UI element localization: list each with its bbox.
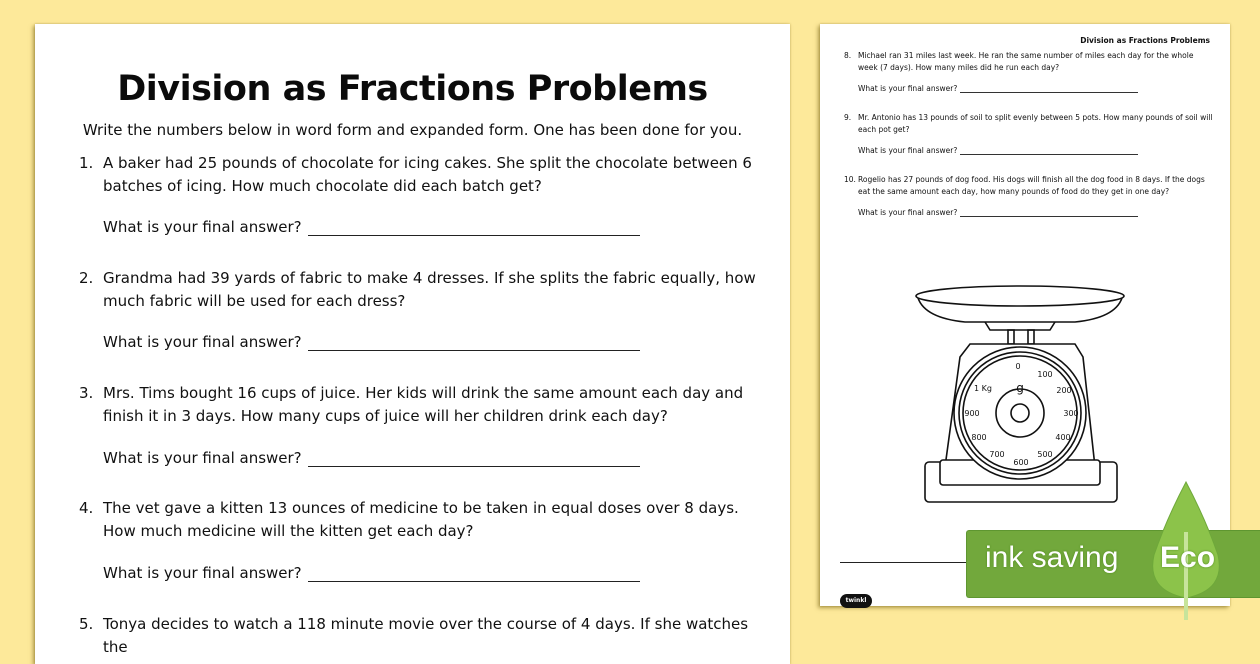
answer-prompt: What is your final answer? [858, 84, 958, 93]
eco-label: Eco [1160, 541, 1216, 574]
question-4 [79, 497, 769, 543]
answer-row-1 [103, 218, 640, 236]
answer-row-4 [103, 564, 640, 582]
question-text: The vet gave a kitten 13 ounces of medicine to be taken in equal doses over 8 days. How much medicine will the kitten get each day? [103, 499, 739, 540]
question-3 [79, 382, 769, 428]
answer-row-3 [103, 449, 640, 467]
question-9 [844, 112, 1214, 136]
svg-text:700: 700 [989, 450, 1005, 459]
answer-line[interactable] [960, 146, 1138, 155]
question-number: 9. [844, 113, 852, 122]
answer-prompt: What is your final answer? [103, 564, 302, 582]
worksheet-page-1 [35, 24, 790, 664]
question-8 [844, 50, 1214, 74]
answer-line[interactable] [308, 567, 640, 582]
question-text: Rogelio has 27 pounds of dog food. His dogs will finish all the dog food in 8 days. If the dogs eat the same amount each day, how many pounds of food do they get in one day? [858, 175, 1205, 196]
footer-divider [840, 562, 980, 563]
svg-text:1 Kg: 1 Kg [974, 384, 992, 393]
question-text: Mrs. Tims bought 16 cups of juice. Her kids will drink the same amount each day and finish it in 3 days. How many cups of juice will her children drink each day? [103, 384, 744, 425]
answer-prompt: What is your final answer? [103, 218, 302, 236]
question-5 [79, 613, 769, 659]
ink-saving-text: ink saving [985, 541, 1119, 574]
twinkl-logo: twinkl [840, 594, 872, 608]
question-1 [79, 152, 769, 198]
answer-line[interactable] [960, 208, 1138, 217]
question-number: 8. [844, 51, 852, 60]
svg-text:100: 100 [1037, 370, 1053, 379]
question-text: Tonya decides to watch a 118 minute movie over the course of 4 days. If she watches the [103, 615, 749, 656]
answer-line[interactable] [308, 452, 640, 467]
svg-text:800: 800 [971, 433, 987, 442]
answer-row-8 [858, 84, 1138, 93]
svg-text:0: 0 [1015, 362, 1021, 371]
svg-text:900: 900 [964, 409, 980, 418]
answer-prompt: What is your final answer? [103, 333, 302, 351]
page-title: Division as Fractions Problems [117, 69, 708, 109]
page-header: Division as Fractions Problems [1080, 36, 1210, 45]
svg-text:300: 300 [1063, 409, 1079, 418]
question-10 [844, 174, 1214, 198]
question-2 [79, 267, 769, 313]
answer-line[interactable] [308, 221, 640, 236]
question-number: 4. [79, 499, 94, 517]
question-text: Michael ran 31 miles last week. He ran the same number of miles each day for the whole week (7 days). How many miles did he run each day? [858, 51, 1194, 72]
question-number: 5. [79, 615, 94, 633]
question-number: 1. [79, 154, 94, 172]
question-number: 2. [79, 269, 94, 287]
svg-text:200: 200 [1056, 386, 1072, 395]
question-text: Grandma had 39 yards of fabric to make 4 dresses. If she splits the fabric equally, how much fabric will be used for each dress? [103, 269, 756, 310]
question-text: Mr. Antonio has 13 pounds of soil to split evenly between 5 pots. How many pounds of soil will each pot get? [858, 113, 1213, 134]
kitchen-scale-icon [915, 282, 1145, 512]
question-number: 10. [844, 175, 856, 184]
answer-row-2 [103, 333, 640, 351]
answer-row-10 [858, 208, 1138, 217]
answer-prompt: What is your final answer? [858, 146, 958, 155]
question-text: A baker had 25 pounds of chocolate for icing cakes. She split the chocolate between 6 batches of icing. How much chocolate did each batch get? [103, 154, 752, 195]
instructions: Write the numbers below in word form and expanded form. One has been done for you. [82, 121, 743, 139]
answer-prompt: What is your final answer? [858, 208, 958, 217]
answer-line[interactable] [308, 336, 640, 351]
question-number: 3. [79, 384, 94, 402]
answer-row-9 [858, 146, 1138, 155]
svg-text:600: 600 [1013, 458, 1029, 467]
answer-line[interactable] [960, 84, 1138, 93]
answer-prompt: What is your final answer? [103, 449, 302, 467]
svg-text:400: 400 [1055, 433, 1071, 442]
svg-text:500: 500 [1037, 450, 1053, 459]
svg-text:g: g [1016, 381, 1024, 395]
